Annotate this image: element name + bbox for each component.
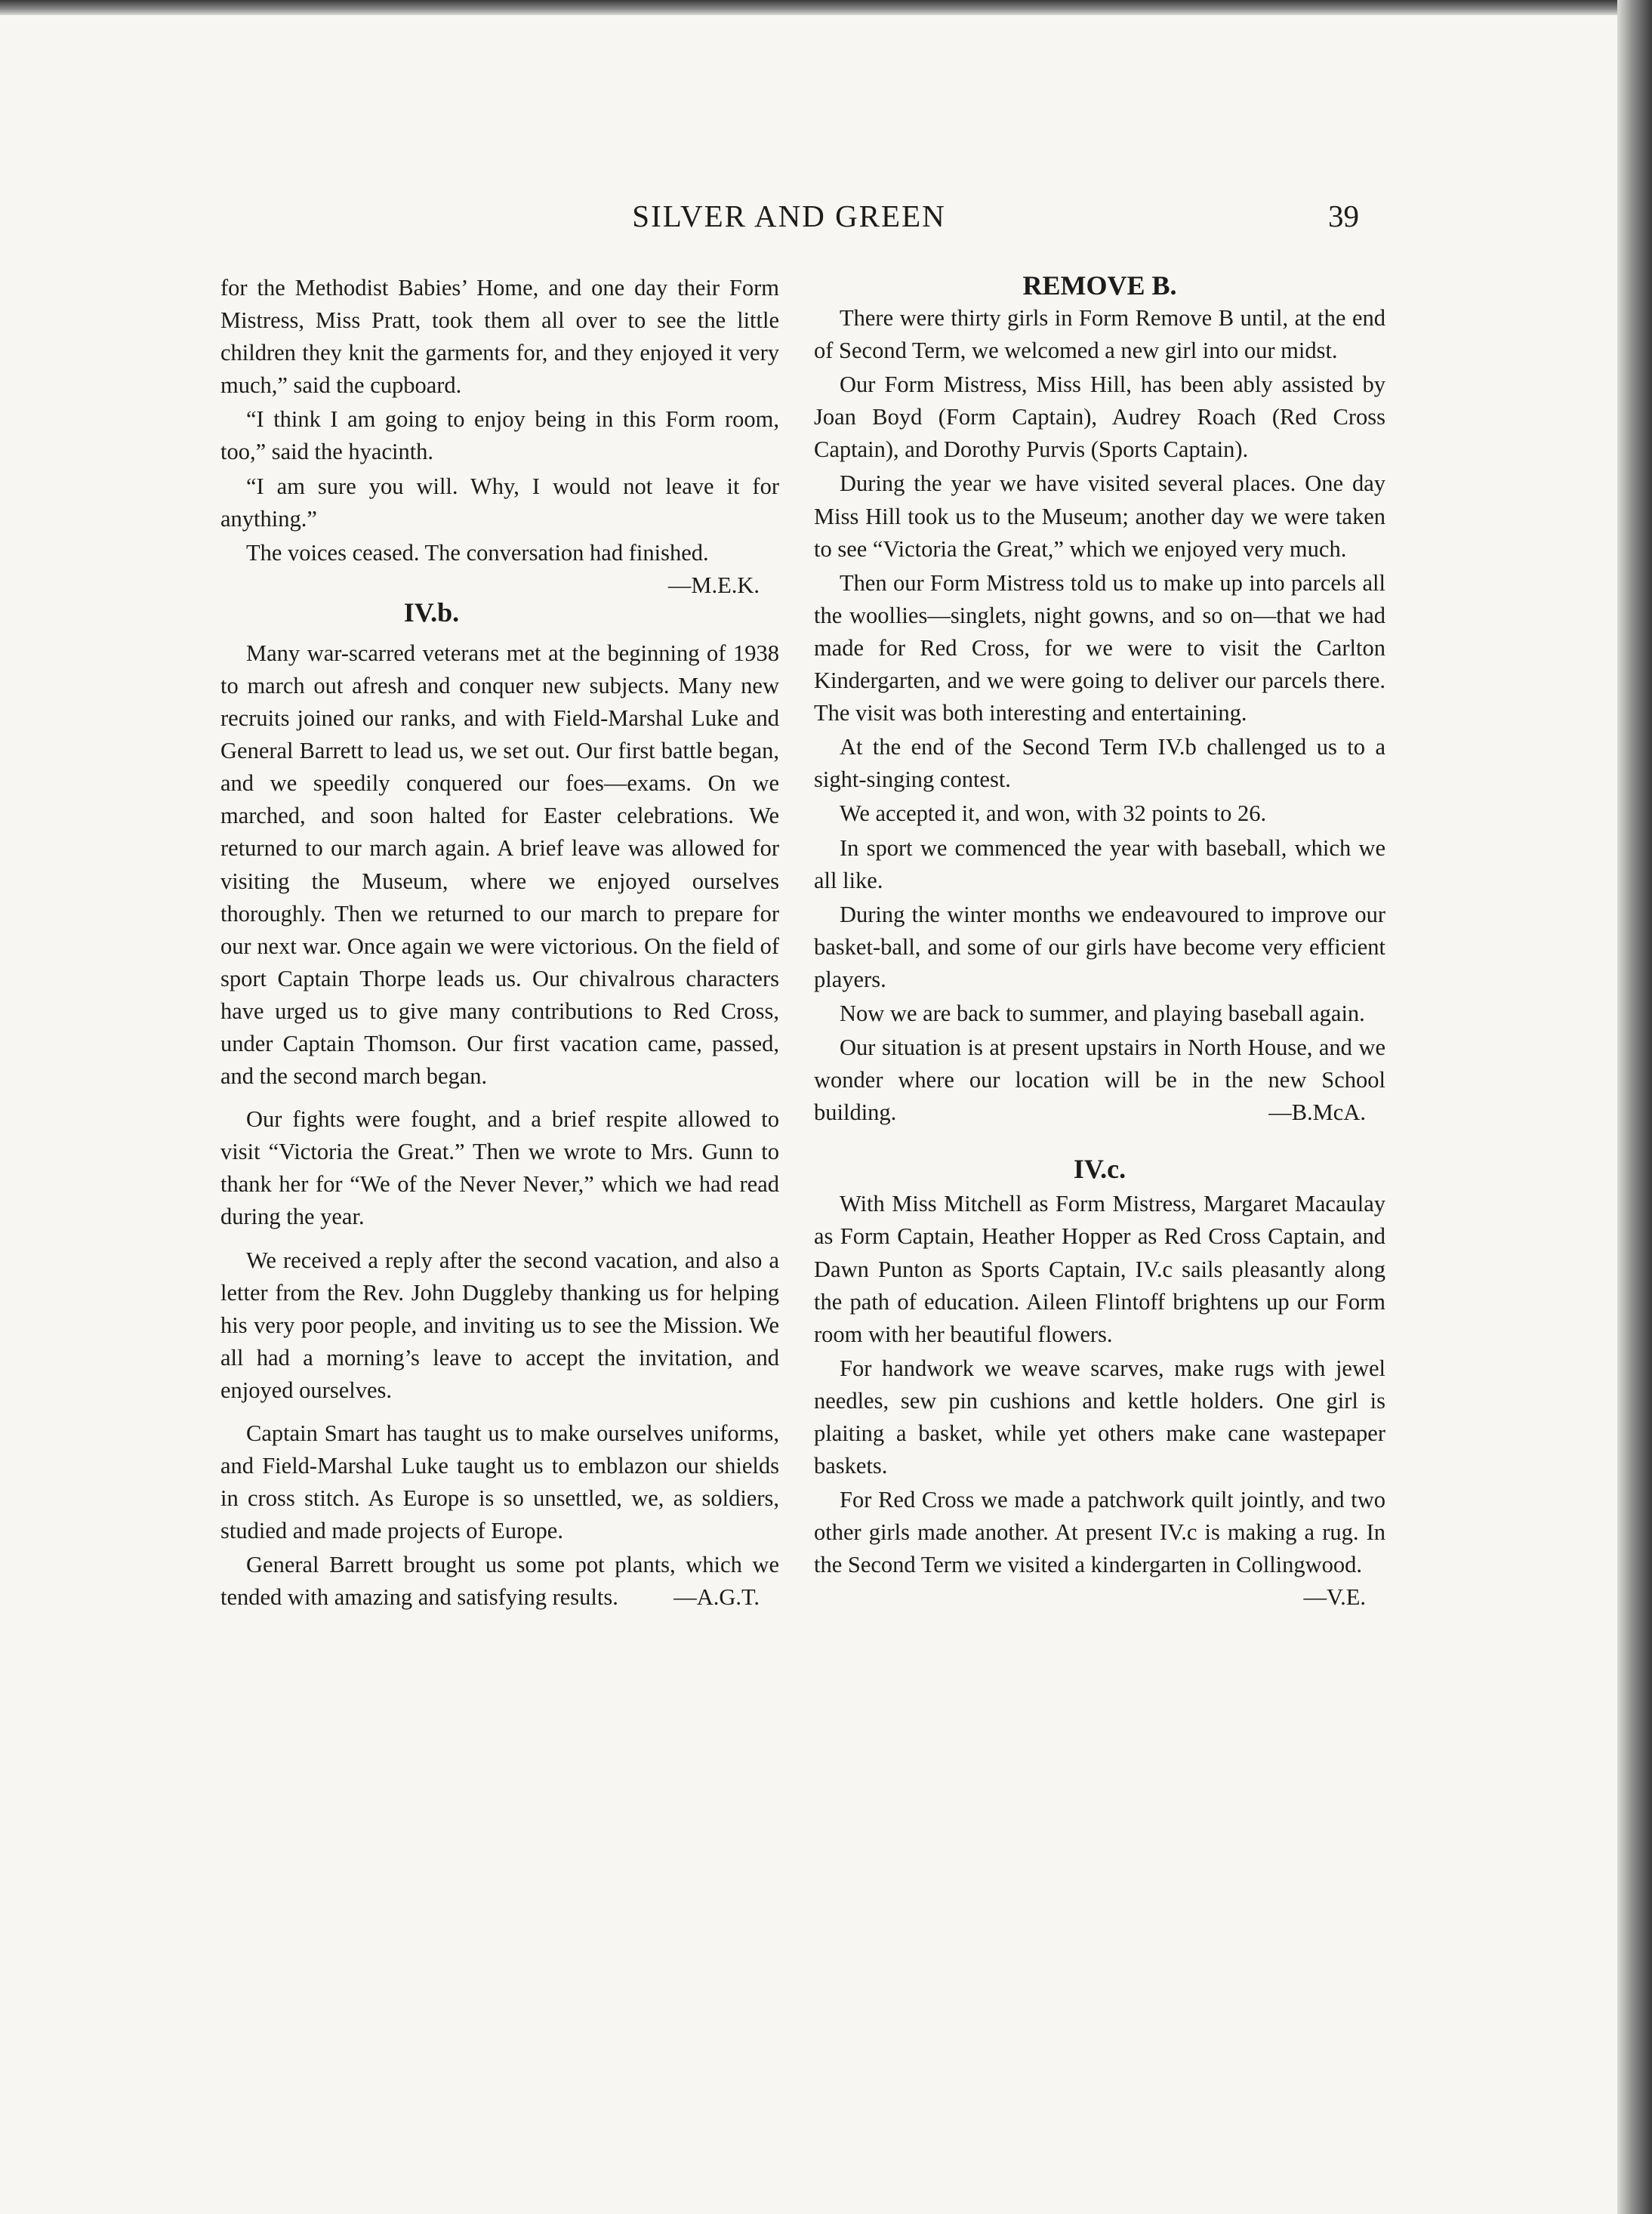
paragraph-removeb-7: In sport we commenced the year with baseball, which we all like. bbox=[814, 834, 1385, 893]
paragraph-removeb-5: At the end of the Second Term IV.b challenged us to a sight-singing contest. bbox=[814, 734, 1385, 793]
left-column bbox=[220, 272, 779, 1614]
paragraph-voices-ceased: The voices ceased. The conversation had finished. —M.E.K. bbox=[220, 537, 779, 569]
heading-ivc: IV.c. bbox=[1073, 1154, 1127, 1185]
page-header bbox=[219, 198, 1359, 251]
page-number: 39 bbox=[1328, 199, 1359, 233]
paragraph-removeb-1: There were thirty girls in Form Remove B until, at the end of Second Term, we welcomed a new girl into our midst. bbox=[814, 305, 1385, 364]
right-column bbox=[814, 272, 1385, 1614]
paragraph-removeb-9: Now we are back to summer, and playing baseball again. bbox=[840, 1000, 1365, 1026]
page-top-edge bbox=[0, 0, 1652, 15]
paragraph-ivc-1: With Miss Mitchell as Form Mistress, Margaret Macaulay as Form Captain, Heather Hopper as Red Cross Captain, and Dawn Punton as Sports Captain, IV.c sails pleasantly along the path of education. Aileen Flintoff brightens up our Form room with her beautiful flowers. bbox=[814, 1191, 1385, 1347]
paragraph-ivb-4: Captain Smart has taught us to make ourselves uniforms, and Field-Marshal Luke taught us to emblazon our shields in cross stitch. As Europe is so unsettled, we, as soldiers, studied and made projects of Europe. bbox=[220, 1420, 779, 1544]
heading-ivb: IV.b. bbox=[403, 597, 460, 628]
heading-remove-b: REMOVE B. bbox=[1022, 270, 1177, 301]
signature-bmca: —B.McA. bbox=[1268, 1099, 1366, 1126]
paragraph-ivb-2: Our fights were fought, and a brief respite allowed to visit “Victoria the Great.” Then we wrote to Mrs. Gunn to thank her for “We of the Never Never,” which we had read during the year. bbox=[220, 1106, 779, 1230]
signature-mek: —M.E.K. bbox=[667, 572, 760, 598]
page-binding-edge bbox=[1617, 0, 1652, 2214]
paragraph-reply: “I am sure you will. Why, I would not leave it for anything.” bbox=[220, 473, 779, 532]
paragraph-ivb-1: Many war-scarred veterans met at the beginning of 1938 to march out afresh and conquer new subjects. Many new recruits joined our ranks, and with Field-Marshal Luke and General Barrett to lead us, we set out. Our first battle began, and we speedily conquered our foes—exams. On we marched, and soon halted for Easter celebrations. We returned to our march again. A brief leave was allowed for visiting the Museum, where we enjoyed ourselves thoroughly. Then we returned to our march to prepare for our next war. Once again we were victorious. On the field of sport Captain Thorpe leads us. Our chivalrous characters have urged us to give many contributions to Red Cross, under Captain Thomson. Our first vacation came, passed, and the second march began. bbox=[220, 640, 779, 1090]
paragraph-removeb-2: Our Form Mistress, Miss Hill, has been ably assisted by Joan Boyd (Form Captain), Audrey Roach (Red Cross Captain), and Dorothy Purvis (Sports Captain). bbox=[814, 372, 1385, 463]
paragraph-removeb-8: During the winter months we endeavoured to improve our basket-ball, and some of our girls have become very efficient players. bbox=[814, 901, 1385, 992]
paragraph-removeb-6: We accepted it, and won, with 32 points to 26. bbox=[840, 800, 1267, 827]
paragraph-removeb-3: During the year we have visited several places. One day Miss Hill took us to the Museum; another day we were taken to see “Victoria the Great,” which we enjoyed very much. bbox=[814, 470, 1385, 562]
paragraph-ivb-5: General Barrett brought us some pot plants, which we tended with amazing and satisfying results. —A.G.T. bbox=[220, 1549, 779, 1614]
paragraph-hyacinth: “I think I am going to enjoy being in this Form room, too,” said the hyacinth. bbox=[220, 406, 779, 465]
paragraph-ivc-3: For Red Cross we made a patchwork quilt jointly, and two other girls made another. At present IV.c is making a rug. In the Second Term we visited a kindergarten in Collingwood. —V.E. bbox=[814, 1484, 1385, 1581]
paragraph-removeb-4: Then our Form Mistress told us to make up into parcels all the woollies—singlets, night gowns, and so on—that we had made for Red Cross, for we were to visit the Carlton Kindergarten, and we were going to deliver our parcels there. The visit was both interesting and entertaining. bbox=[814, 569, 1385, 726]
signature-ve: —V.E. bbox=[1303, 1584, 1366, 1611]
paragraph-cupboard: for the Methodist Babies’ Home, and one day their Form Mistress, Miss Pratt, took them all over to see the little children they knit the garments for, and they enjoyed it very much,” said the cupboard. bbox=[220, 275, 779, 399]
signature-agt: —A.G.T. bbox=[673, 1584, 760, 1611]
paragraph-ivb-3: We received a reply after the second vacation, and also a letter from the Rev. John Duggleby thanking us for helping his very poor people, and inviting us to see the Mission. We all had a morning’s leave to accept the invitation, and enjoyed ourselves. bbox=[220, 1247, 779, 1403]
paragraph-removeb-10: Our situation is at present upstairs in North House, and we wonder where our location will be in the new School building. —B.McA. bbox=[814, 1031, 1385, 1129]
paragraph-ivc-2: For handwork we weave scarves, make rugs with jewel needles, sew pin cushions and kettle holders. One girl is plaiting a basket, while yet others make cane wastepaper baskets. bbox=[814, 1355, 1385, 1479]
running-title: SILVER AND GREEN bbox=[632, 199, 946, 233]
